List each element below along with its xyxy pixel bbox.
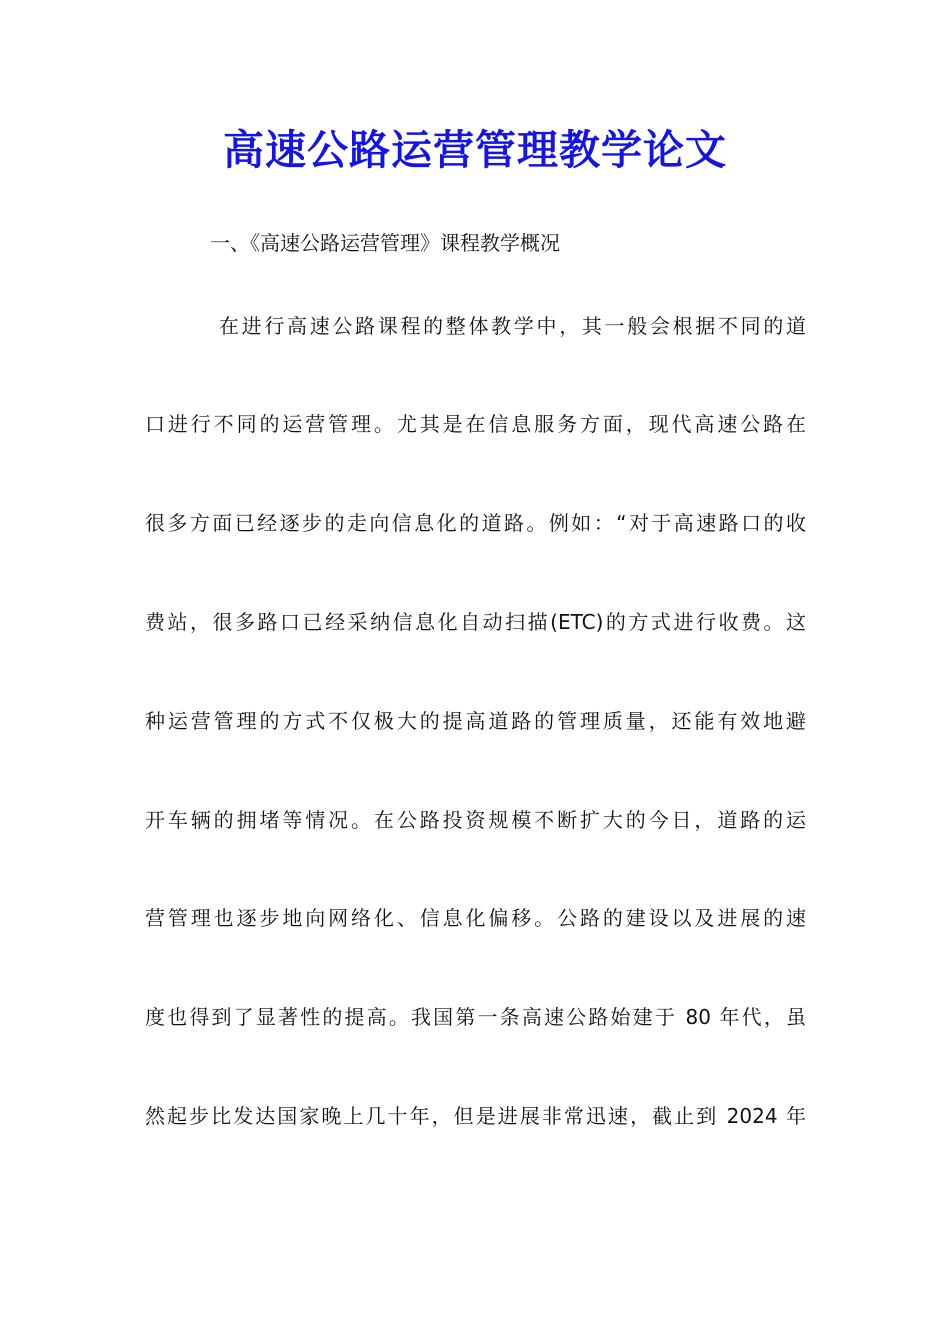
paragraph-line: 营管理也逐步地向网络化、信息化偏移。公路的建设以及进展的速 (145, 906, 806, 930)
paragraph-line: 费站，很多路口已经采纳信息化自动扫描(ETC)的方式进行收费。这 (145, 610, 806, 634)
paragraph-line: 然起步比发达国家晚上几十年，但是进展非常迅速，截止到 2024 年 (145, 1104, 806, 1128)
document-title: 高速公路运营管理教学论文 (223, 126, 727, 174)
paragraph-line: 很多方面已经逐步的走向信息化的道路。例如：“对于高速路口的收 (145, 511, 806, 535)
paragraph-line: 度也得到了显著性的提高。我国第一条高速公路始建于 80 年代，虽 (145, 1005, 806, 1029)
section-heading: 一、《高速公路运营管理》课程教学概况 (210, 231, 560, 255)
paragraph-line: 开车辆的拥堵等情况。在公路投资规模不断扩大的今日，道路的运 (145, 808, 806, 832)
paragraph-line: 在进行高速公路课程的整体教学中，其一般会根据不同的道 (219, 314, 806, 338)
paragraph-line: 口进行不同的运营管理。尤其是在信息服务方面，现代高速公路在 (145, 412, 806, 436)
paragraph-line: 种运营管理的方式不仅极大的提高道路的管理质量，还能有效地避 (145, 709, 806, 733)
